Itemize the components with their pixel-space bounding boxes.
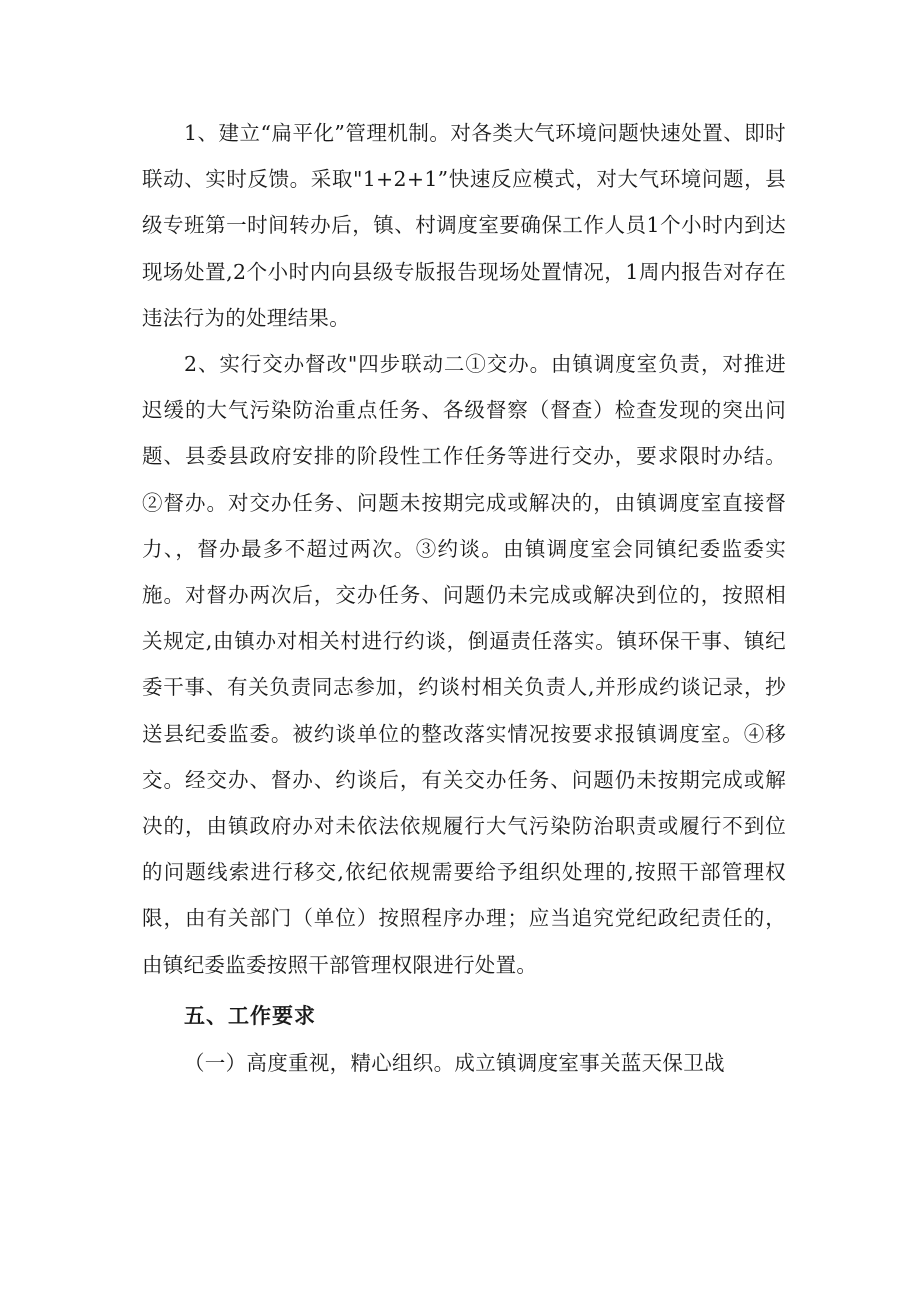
section-heading-work-requirements: 五、工作要求 — [184, 1003, 316, 1028]
paragraph-four-step-linkage: 2、实行交办督改"四步联动二①交办。由镇调度室负责，对推进迟缓的大气污染防治重点任务、各级督察（督查）检查发现的突出问题、县委县政府安排的阶段性工作任务等进行交办，要求限时办结。②督办。对交办任务、问题未按期完成或解决的，由镇调度室直接督力、，督办最多不超过两次。③约谈。由镇调度室会同镇纪委监委实施。对督办两次后，交办任务、问题仍未完成或解决到位的，按照相关规定,由镇办对相关村进行约谈，倒逼责任落实。镇环保干事、镇纪委干事、有关负责同志参加，约谈村相关负责人,并形成约谈记录，抄送县纪委监委。被约谈单位的整改落实情况按要求报镇调度室。④移交。经交办、督办、约谈后，有关交办任务、问题仍未按期完成或解决的，由镇政府办对未依法依规履行大气污染防治职责或履行不到位的问题线索进行移交,依纪依规需要给予组织处理的,按照干部管理权限，由有关部门（单位）按照程序办理；应当追究党纪政纪责任的，由镇纪委监委按照干部管理权限进行处置。 — [142, 352, 786, 977]
document-page — [142, 110, 786, 1086]
paragraph-high-attention: （一）高度重视，精心组织。成立镇调度室事关蓝天保卫战 — [184, 1050, 725, 1075]
paragraph-flat-management: 1、建立“扁平化”管理机制。对各类大气环境问题快速处置、即时联动、实时反馈。采取"1+2+1”快速反应模式，对大气环境问题，县级专班第一时间转办后，镇、村调度室要确保工作人员1个小时内到达现场处置,2个小时内向县级专版报告现场处置情况，1周内报告对存在违法行为的处理结果。 — [142, 121, 786, 330]
